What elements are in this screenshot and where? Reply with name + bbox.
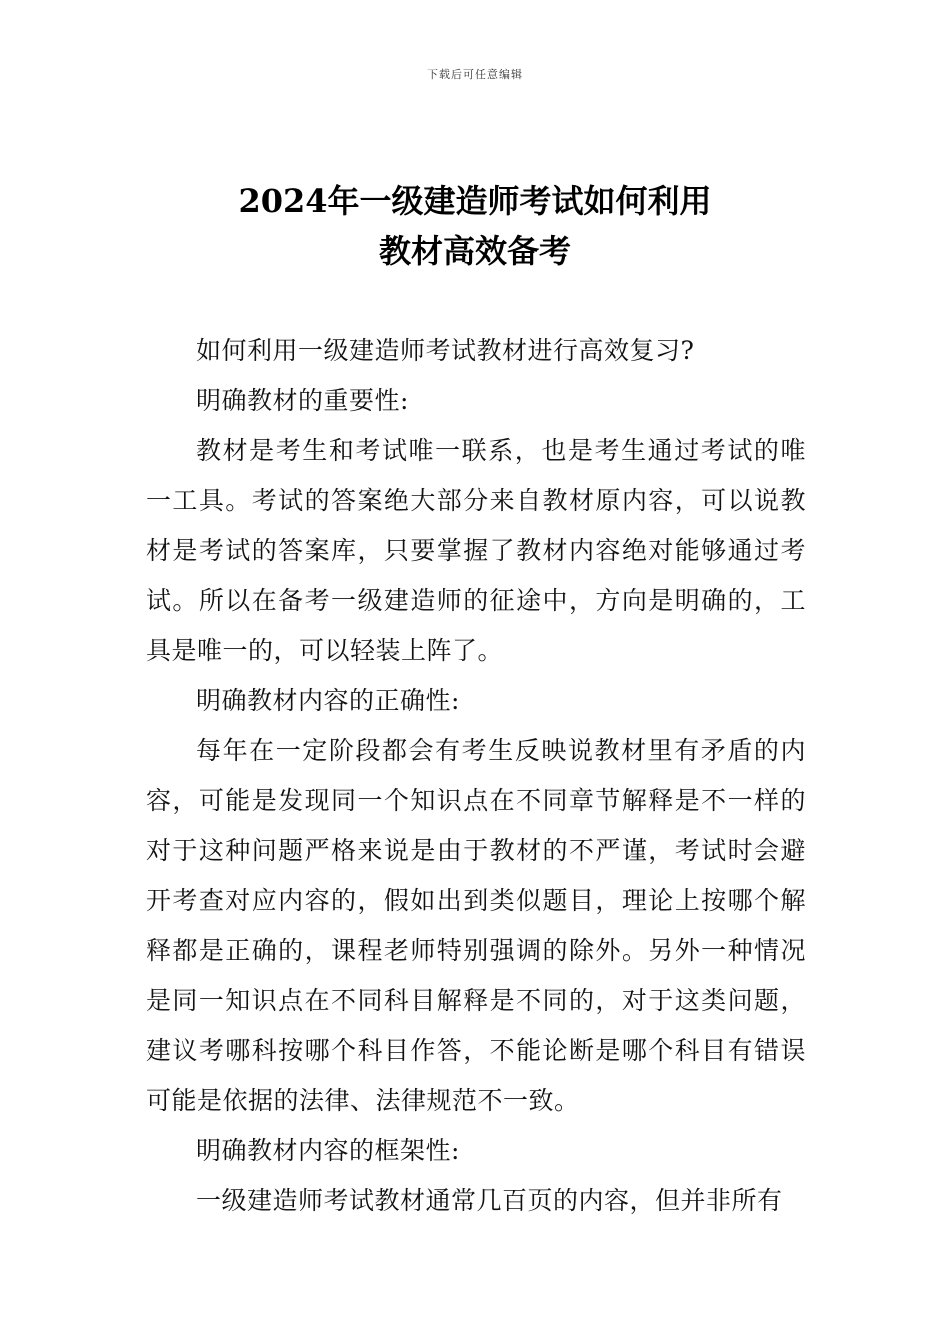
paragraph-framework: 一级建造师考试教材通常几百页的内容，但并非所有 [196,1186,783,1215]
paragraph-question: 如何利用一级建造师考试教材进行高效复习? [196,336,695,365]
document-body [146,326,806,1226]
title-line-1: 2024年一级建造师考试如何利用 [238,182,712,220]
paragraph-heading-importance: 明确教材的重要性: [196,386,409,415]
paragraph-correctness: 每年在一定阶段都会有考生反映说教材里有矛盾的内容，可能是发现同一个知识点在不同章节解释是不一样的对于这种问题严格来说是由于教材的不严谨，考试时会避开考查对应内容的，假如出到类似题目，理论上按哪个解释都是正确的，课程老师特别强调的除外。另外一种情况是同一知识点在不同科目解释是不同的，对于这类问题，建议考哪科按哪个科目作答，不能论断是哪个科目有错误可能是依据的法律、法律规范不一致。 [146,736,806,1115]
paragraph-heading-framework: 明确教材内容的框架性: [196,1136,460,1165]
document-title [0,176,950,276]
title-line-2: 教材高效备考 [378,232,571,270]
paragraph-importance: 教材是考生和考试唯一联系，也是考生通过考试的唯一工具。考试的答案绝大部分来自教材原内容，可以说教材是考试的答案库，只要掌握了教材内容绝对能够通过考试。所以在备考一级建造师的征途中，方向是明确的，工具是唯一的，可以轻装上阵了。 [146,436,806,665]
header-note: 下载后可任意编辑 [427,68,523,81]
paragraph-heading-correctness: 明确教材内容的正确性: [196,686,460,715]
